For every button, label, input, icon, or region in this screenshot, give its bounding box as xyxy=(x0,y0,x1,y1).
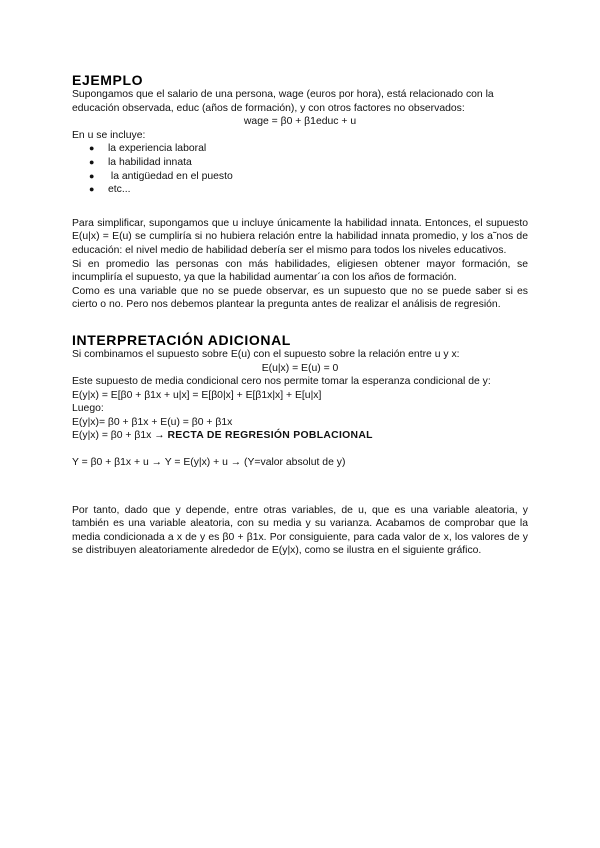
paragraph-observe: Como es una variable que no se puede observar, es un supuesto que no se puede saber si es cierto o no. Pero nos debemos plantear la pregunta antes de realizar el análisis de regresión. xyxy=(72,285,528,311)
expectation-expansion: E(y|x) = E[β0 + β1x + u|x] = E[β0|x] + E[β1x|x] + E[u|x] xyxy=(72,389,322,401)
spacer xyxy=(72,470,528,504)
paragraph-average: Si en promedio las personas con más habilidades, eligiesen obtener mayor formación, se incumpliría el supuesto, ya que la habilidad aumentar´ıa con los años de formación. xyxy=(72,258,528,284)
section-heading-ejemplo: EJEMPLO xyxy=(72,72,144,88)
luego-label: Luego: xyxy=(72,403,104,415)
wage-equation: wage = β0 + β1educ + u xyxy=(243,116,357,128)
y-decomposition: Y = β0 + β1x + u → Y = E(y|x) + u → (Y=valor absolut de y) xyxy=(72,457,346,469)
list-intro: En u se incluye: xyxy=(72,129,146,141)
list-item xyxy=(72,183,528,197)
spacer xyxy=(72,312,528,332)
paragraph-simplify: Para simplificar, supongamos que u incluye únicamente la habilidad innata. Entonces, el supuesto E(u|x) = E(u) se cumpliría si no hubiera relación entre la habilidad innata promedio, y los a˜nos de educación: el nivel medio de habilidad debería ser el mismo para todos los niveles educativos. xyxy=(72,217,528,256)
list-item xyxy=(72,156,528,170)
intro-line-1: Supongamos que el salario de una persona, wage (euros por hora), está relacionado con la xyxy=(72,89,494,100)
document-page xyxy=(72,72,528,558)
bullet-icon: ● xyxy=(89,156,95,167)
list-item xyxy=(72,142,528,156)
list-item-text: la experiencia laboral xyxy=(108,143,207,155)
factors-list xyxy=(72,142,528,196)
combine-line: Si combinamos el supuesto sobre E(u) con el supuesto sobre la relación entre u y x: xyxy=(72,348,460,360)
intro-line-2: educación observada, educ (años de formación), y con otros factores no observados: xyxy=(72,102,465,114)
expectation-simplified: E(y|x)= β0 + β1x + E(u) = β0 + β1x xyxy=(72,416,233,428)
bullet-icon: ● xyxy=(89,170,95,181)
regression-line-title: RECTA DE REGRESIÓN POBLACIONAL xyxy=(167,430,373,442)
bullet-icon: ● xyxy=(89,184,95,195)
zero-mean-equation: E(u|x) = E(u) = 0 xyxy=(261,362,339,374)
list-item-text: la habilidad innata xyxy=(108,156,192,168)
bullet-icon: ● xyxy=(89,143,95,154)
list-item-text: etc... xyxy=(108,184,131,196)
regression-line-statement xyxy=(72,429,528,443)
spacer xyxy=(72,197,528,217)
final-paragraph: Por tanto, dado que y depende, entre otras variables, de u, que es una variable aleatoria, y también es una variable aleatoria, con su media y su varianza. Acabamos de comprobar que la media condicionada a x de y es β0 + β1x. Por consiguiente, para cada valor de x, los valores de y se distribuyen aleatoriamente alrededor de E(y|x), como se ilustra en el siguiente gráfico. xyxy=(72,504,528,557)
list-item xyxy=(72,170,528,184)
spacer xyxy=(72,443,528,456)
regression-line-prefix: E(y|x) = β0 + β1x → xyxy=(72,430,168,442)
section-heading-interpretacion: INTERPRETACIÓN ADICIONAL xyxy=(72,331,291,348)
list-item-text: la antigüedad en el puesto xyxy=(108,170,233,182)
conditional-expectation-line: Este supuesto de media condicional cero nos permite tomar la esperanza condicional de y: xyxy=(72,376,491,388)
